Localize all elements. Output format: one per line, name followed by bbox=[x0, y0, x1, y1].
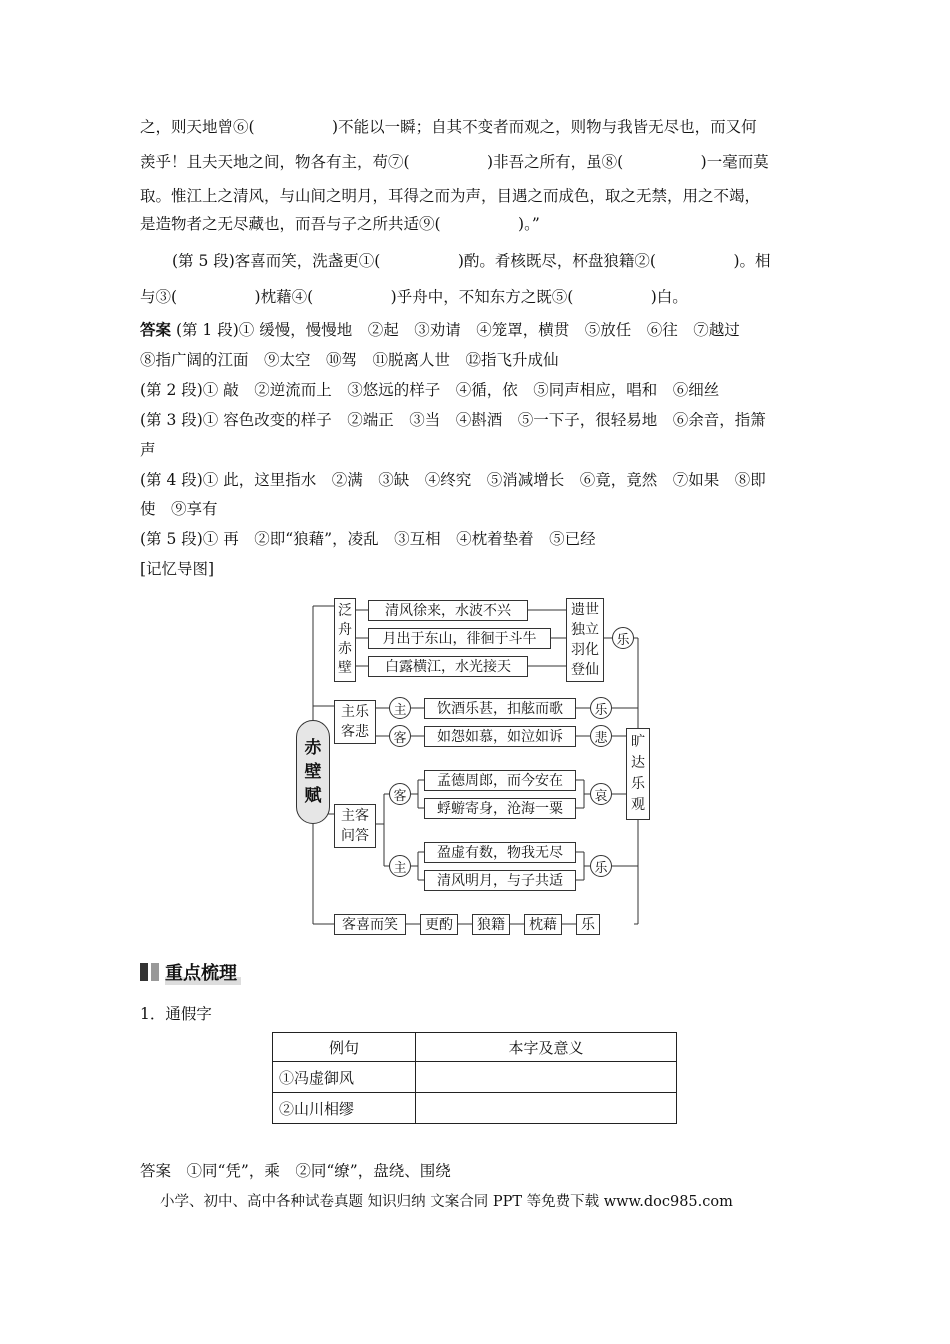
map-node: 乐 bbox=[576, 914, 600, 935]
group-label: 旷 达 乐 观 bbox=[626, 728, 650, 820]
answer-line bbox=[140, 319, 810, 341]
answer-line: 答案 ①同“凭”，乘 ②同“缭”，盘绕、围绕 bbox=[140, 1162, 451, 1180]
speaker-circle: 客 bbox=[389, 783, 411, 805]
map-node: 如怨如慕，如泣如诉 bbox=[424, 726, 576, 747]
answer-line: 声 bbox=[140, 441, 156, 459]
map-node: 饮酒乐甚，扣舷而歌 bbox=[424, 698, 576, 719]
map-node: 狼籍 bbox=[472, 914, 510, 935]
text-line: 之，则天地曾⑥( )不能以一瞬；自其不变者而观之，则物与我皆无尽也，而又何 bbox=[140, 118, 757, 136]
table-cell: ②山川相缪 bbox=[273, 1093, 416, 1124]
mind-map-root: 赤 壁 赋 bbox=[296, 720, 330, 824]
table-cell bbox=[416, 1062, 677, 1093]
page-footer: 小学、初中、高中各种试卷真题 知识归纳 文案合同 PPT 等免费下载 www.doc985.com bbox=[160, 1194, 733, 1210]
emotion-circle: 乐 bbox=[590, 855, 612, 877]
mind-map bbox=[296, 594, 656, 940]
text-line: (第 5 段)客喜而笑，洗盏更①( )酌。肴核既尽，杯盘狼籍②( )。相 bbox=[172, 252, 771, 270]
heading-bar-icon bbox=[151, 963, 159, 981]
table-cell: ①冯虚御风 bbox=[273, 1062, 416, 1093]
group-label: 泛 舟 赤 壁 bbox=[334, 598, 356, 682]
speaker-circle: 主 bbox=[389, 855, 411, 877]
emotion-circle: 哀 bbox=[590, 783, 612, 805]
answer-label: 答案 bbox=[140, 320, 172, 339]
map-node: 孟德周郎，而今安在 bbox=[424, 770, 576, 791]
text-line: 取。惟江上之清风，与山间之明月，耳得之而为声，目遇之而成色，取之无禁，用之不竭， bbox=[140, 187, 761, 205]
table-row bbox=[273, 1062, 677, 1093]
map-node: 清风徐来，水波不兴 bbox=[368, 600, 528, 621]
map-node: 遗世 独立 羽化 登仙 bbox=[566, 598, 604, 682]
map-node: 清风明月，与子共适 bbox=[424, 870, 576, 891]
emotion-circle: 乐 bbox=[590, 697, 612, 719]
text-line: 羡乎！且夫天地之间，物各有主，苟⑦( )非吾之所有，虽⑧( )一毫而莫 bbox=[140, 153, 769, 171]
table-header: 例句 bbox=[273, 1033, 416, 1062]
table-row bbox=[273, 1093, 677, 1124]
map-node: 更酌 bbox=[420, 914, 458, 935]
answer-text: (第 1 段)① 缓慢，慢慢地 ②起 ③劝请 ④笼罩，横贯 ⑤放任 ⑥往 ⑦越过 bbox=[175, 321, 740, 339]
subheading: 1．通假字 bbox=[140, 1005, 212, 1023]
table-cell bbox=[416, 1093, 677, 1124]
map-node: 枕藉 bbox=[524, 914, 562, 935]
heading-bar-icon bbox=[140, 963, 148, 981]
group-label: 主客 问答 bbox=[334, 804, 376, 848]
map-node: 月出于东山，徘徊于斗牛 bbox=[368, 628, 551, 649]
map-node: 盈虚有数，物我无尽 bbox=[424, 842, 576, 863]
map-node: 白露横江，水光接天 bbox=[368, 656, 528, 677]
speaker-circle: 主 bbox=[389, 697, 411, 719]
text-line: 是造物者之无尽藏也，而吾与子之所共适⑨( )。” bbox=[140, 215, 540, 233]
answer-line: (第 5 段)① 再 ②即“狼藉”，凌乱 ③互相 ④枕着垫着 ⑤已经 bbox=[140, 530, 596, 548]
answer-line: ⑧指广阔的江面 ⑨太空 ⑩驾 ⑪脱离人世 ⑫指飞升成仙 bbox=[140, 351, 559, 369]
mindmap-heading: [记忆导图] bbox=[140, 560, 215, 578]
group-label: 主乐 客悲 bbox=[334, 700, 376, 744]
tongjia-table bbox=[272, 1032, 677, 1124]
answer-line: (第 4 段)① 此，这里指水 ②满 ③缺 ④终究 ⑤消减增长 ⑥竟，竟然 ⑦如果 ⑧即 bbox=[140, 471, 766, 489]
map-node: 蜉蝣寄身，沧海一粟 bbox=[424, 798, 576, 819]
emotion-circle: 乐 bbox=[612, 627, 634, 649]
section-heading: 重点梳理 bbox=[140, 959, 241, 985]
map-node: 客喜而笑 bbox=[334, 914, 406, 935]
speaker-circle: 客 bbox=[389, 725, 411, 747]
answer-line: (第 2 段)① 敲 ②逆流而上 ③悠远的样子 ④循，依 ⑤同声相应，唱和 ⑥细丝 bbox=[140, 381, 720, 399]
text-line: 与③( )枕藉④( )乎舟中，不知东方之既⑤( )白。 bbox=[140, 288, 688, 306]
answer-line: 使 ⑨享有 bbox=[140, 500, 218, 518]
table-header: 本字及意义 bbox=[416, 1033, 677, 1062]
emotion-circle: 悲 bbox=[590, 725, 612, 747]
answer-line: (第 3 段)① 容色改变的样子 ②端正 ③当 ④斟酒 ⑤一下子，很轻易地 ⑥余音，指箫 bbox=[140, 411, 766, 429]
